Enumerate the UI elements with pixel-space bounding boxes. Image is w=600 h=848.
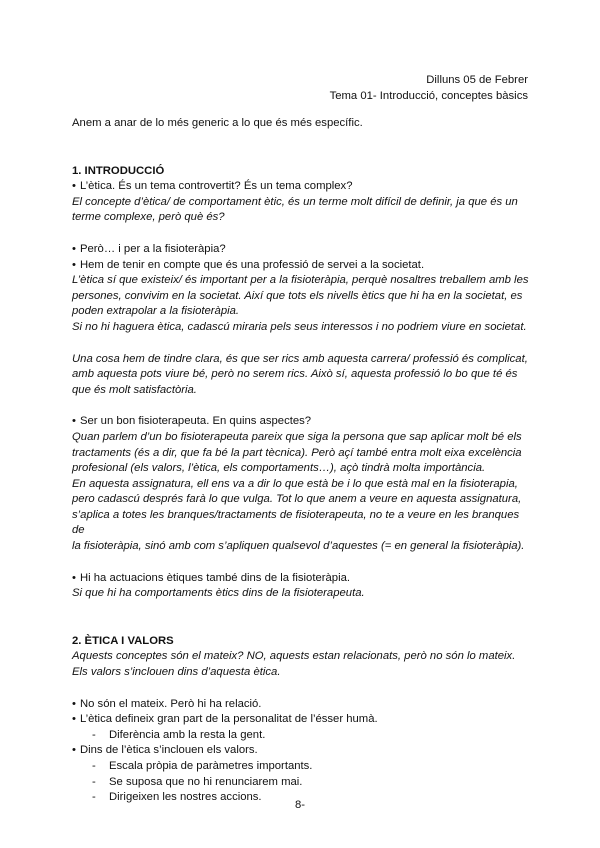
section-2-subitem bbox=[72, 775, 532, 791]
section-2-note-line: Aquests conceptes són el mateix? NO, aquests estan relacionats, però no són lo mateix. bbox=[72, 650, 516, 663]
dash-marker: - bbox=[92, 760, 96, 772]
document-body bbox=[72, 116, 532, 806]
document-header bbox=[330, 72, 528, 104]
section-1-note-line: El concepte d’ètica/ de comportament ètic, és un terme molt difícil de definir, ja que és un bbox=[72, 195, 518, 208]
section-1-note-line: persones, convivim en la societat. Així que tots els nivells ètics que hi ha en la societat, es bbox=[72, 289, 523, 302]
dash-marker: - bbox=[92, 775, 96, 788]
section-1-note-line: que és molt satisfactòria. bbox=[72, 383, 197, 396]
subitem-text: Dirigeixen les nostres accions. bbox=[109, 791, 262, 804]
dash-marker: - bbox=[92, 791, 96, 804]
section-1-note-line: pero cadascú després farà lo que vulga. Tot lo que anem a veure en aquesta assignatura, bbox=[72, 493, 522, 506]
page-number: 8- bbox=[294, 799, 306, 811]
section-1-note-line: profesional (els valors, l’ètica, els comportaments…), açò tindrà molta importància. bbox=[72, 462, 486, 475]
dash-marker: - bbox=[92, 728, 96, 741]
section-1-note-line: Quan parlem d’un bo fisioterapeuta pareix que siga la persona que sap aplicar molt bé els bbox=[72, 430, 522, 443]
section-1-note-line: Una cosa hem de tindre clara, és que ser rics amb aquesta carrera/ professió és complicat, bbox=[72, 352, 528, 365]
section-1-note-line: poden extrapolar a la fisioteràpia. bbox=[72, 305, 240, 318]
section-2-bullet-2: • L’ètica defineix gran part de la personalitat de l’ésser humà. bbox=[72, 712, 532, 728]
section-2-bullet-3: • Dins de l’ètica s’inclouen els valors. bbox=[72, 743, 532, 759]
section-2-title: 2. ÈTICA I VALORS bbox=[72, 634, 174, 647]
section-2-subitem bbox=[72, 728, 532, 744]
intro-paragraph: Anem a anar de lo més generic a lo que és més específic. bbox=[72, 117, 363, 129]
section-1-note-line: terme complexe, però què és? bbox=[72, 211, 225, 224]
section-1-note-line: Si no hi haguera ètica, cadascú miraria pels seus interessos i no podriem viure en societat. bbox=[72, 320, 527, 333]
section-1-note-line: Si que hi ha comportaments ètics dins de la fisioterapeuta. bbox=[72, 587, 365, 600]
section-2-note-line: Els valors s’inclouen dins d’aquesta ètica. bbox=[72, 666, 281, 679]
section-1-bullet-3: • Hem de tenir en compte que és una professió de servei a la societat. bbox=[72, 258, 532, 274]
section-1-bullet-1: • L’ètica. És un tema controvertit? És un tema complex? bbox=[72, 179, 532, 195]
section-1-note-line: En aquesta assignatura, ell ens va a dir lo que està be i lo que està mal en la fisioterapia, bbox=[72, 477, 518, 490]
section-1-note-line: la fisioteràpia, sinó amb com s’apliquen qualsevol d’aquestes (= en general la fisioteràpia). bbox=[72, 540, 525, 553]
section-2-subitem bbox=[72, 759, 532, 775]
section-1-bullet-4: • Ser un bon fisioterapeuta. En quins aspectes? bbox=[72, 414, 532, 430]
section-1-bullet-5: • Hi ha actuacions ètiques també dins de la fisioteràpia. bbox=[72, 571, 532, 587]
subitem-text: Se suposa que no hi renunciarem mai. bbox=[109, 775, 303, 788]
section-1-title: 1. INTRODUCCIÓ bbox=[72, 164, 165, 177]
subitem-text: Escala pròpia de paràmetres importants. bbox=[109, 760, 313, 772]
section-1-note-line: L’ètica sí que existeix/ és important per a la fisioteràpia, perquè nosaltres treballem amb les bbox=[72, 274, 529, 287]
section-1-note-line: amb aquesta pots viure bé, però no serem rics. Això sí, aquesta professió lo bo que té és bbox=[72, 368, 518, 381]
section-1-note-line: s’aplica a totes les branques/tractaments de fisioterapeuta, no te a veure en les branques de bbox=[72, 508, 520, 537]
subitem-text: Diferència amb la resta la gent. bbox=[109, 728, 266, 741]
header-topic: Tema 01- Introducció, conceptes bàsics bbox=[329, 90, 528, 102]
section-2-bullet-1: • No són el mateix. Però hi ha relació. bbox=[72, 697, 532, 713]
header-date: Dilluns 05 de Febrer bbox=[426, 74, 528, 86]
section-1-note-line: tractaments (és a dir, que fa bé la part tècnica). Però açí també entra molt eixa excelència bbox=[72, 446, 522, 459]
section-1-bullet-2: • Però… i per a la fisioteràpia? bbox=[72, 242, 532, 258]
